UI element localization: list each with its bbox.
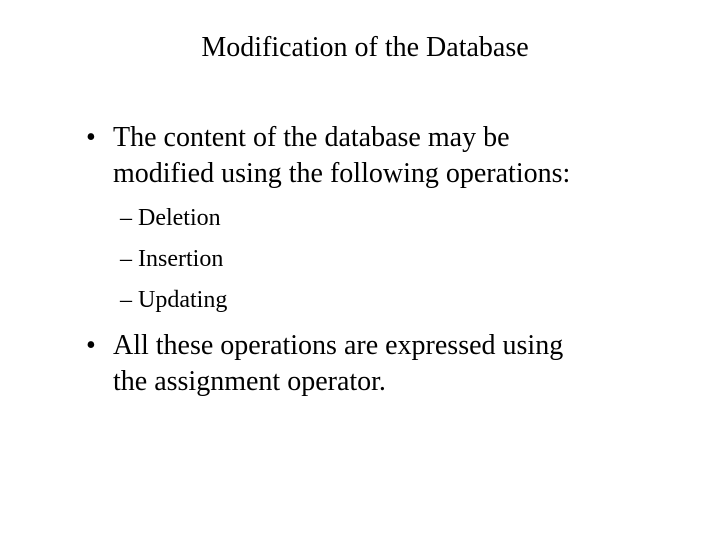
sub-bullet-item bbox=[120, 203, 221, 233]
sub-bullet-item bbox=[120, 244, 223, 274]
sub-bullet-text: Deletion bbox=[138, 205, 221, 231]
slide-title: Modification of the Database bbox=[201, 32, 529, 63]
bullet-line: the assignment operator. bbox=[113, 366, 386, 397]
sub-bullet-dash-icon: – bbox=[120, 246, 138, 272]
bullet-line: All these operations are expressed using bbox=[113, 330, 564, 361]
sub-bullet-dash-icon: – bbox=[120, 287, 138, 313]
bullet-line: modified using the following operations: bbox=[113, 158, 571, 189]
bullet-line: The content of the database may be bbox=[113, 122, 510, 153]
bullet-text bbox=[113, 120, 570, 192]
sub-bullet-dash-icon: – bbox=[120, 205, 138, 231]
sub-bullet-item bbox=[120, 285, 227, 315]
bullet-dot-icon: • bbox=[86, 122, 96, 153]
bullet-text bbox=[113, 328, 563, 400]
bullet-dot-icon: • bbox=[86, 330, 96, 361]
sub-bullet-text: Updating bbox=[138, 287, 228, 313]
sub-bullet-text: Insertion bbox=[138, 246, 224, 272]
